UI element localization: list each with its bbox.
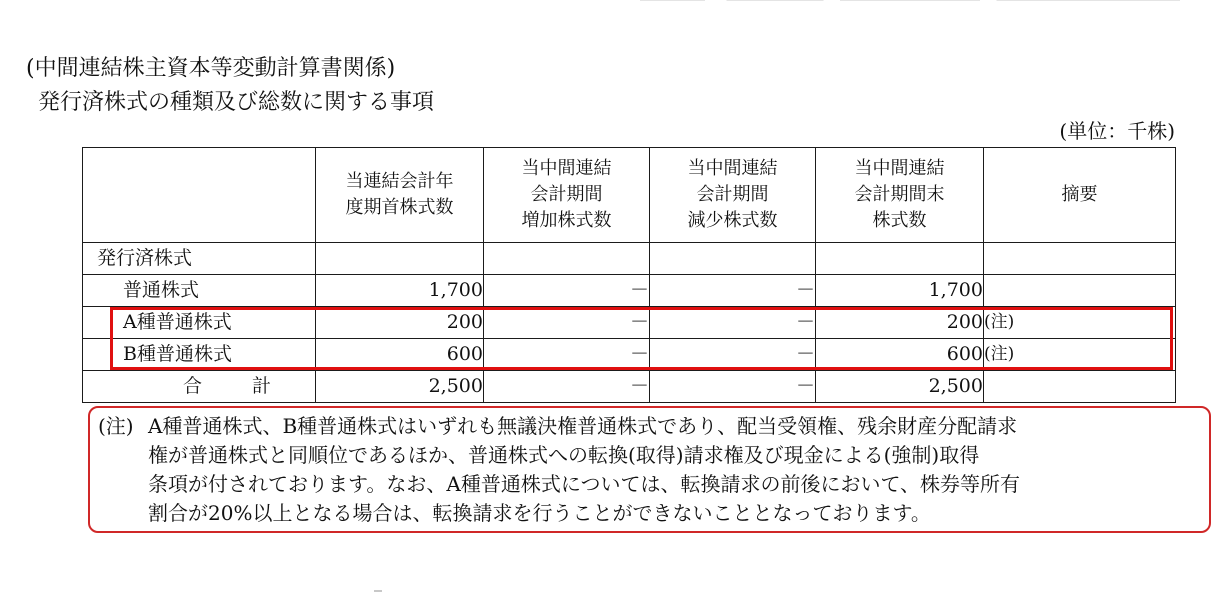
footnote-line: 条項が付されております。なお、A種普通株式については、転換請求の前後において、株券等所有	[148, 472, 1021, 496]
row-label-total: 合 計	[83, 371, 316, 403]
closing-cell: 2,500	[816, 371, 984, 403]
shares-table	[82, 147, 1176, 403]
header-item	[83, 148, 316, 243]
footnote-box	[88, 406, 1211, 533]
header-increase-shares	[484, 148, 650, 243]
scan-speck	[374, 590, 382, 592]
opening-cell	[316, 243, 484, 275]
increase-cell: －	[484, 339, 650, 371]
header-line: 減少株式数	[687, 210, 778, 231]
header-line: 会計期間末	[854, 184, 945, 205]
unit-label: (単位：千株)	[1059, 119, 1175, 143]
footnote-line: 割合が20%以上となる場合は、転換請求を行うことができないこととなっております。	[148, 501, 931, 525]
table-row	[83, 243, 1176, 275]
increase-cell	[484, 243, 650, 275]
table-row	[83, 275, 1176, 307]
remarks-cell	[984, 243, 1176, 275]
increase-cell: －	[484, 371, 650, 403]
decrease-cell: －	[650, 339, 816, 371]
table-row	[83, 307, 1176, 339]
remarks-cell	[984, 371, 1176, 403]
closing-cell: 600	[816, 339, 984, 371]
opening-cell: 2,500	[316, 371, 484, 403]
opening-cell: 200	[316, 307, 484, 339]
header-closing-shares	[816, 148, 984, 243]
header-remarks	[984, 148, 1176, 243]
header-opening-shares	[316, 148, 484, 243]
closing-cell: 200	[816, 307, 984, 339]
decrease-cell: －	[650, 371, 816, 403]
table-row	[83, 339, 1176, 371]
decrease-cell	[650, 243, 816, 275]
footnote-line: A種普通株式、B種普通株式はいずれも無議決権普通株式であり、配当受領権、残余財産分配請求	[148, 414, 1018, 438]
remarks-cell	[984, 275, 1176, 307]
table-header-row	[83, 148, 1176, 243]
closing-cell	[816, 243, 984, 275]
decrease-cell: －	[650, 275, 816, 307]
header-line: 会計期間	[530, 184, 603, 205]
remarks-cell: (注)	[984, 339, 1176, 371]
increase-cell: －	[484, 307, 650, 339]
opening-cell: 600	[316, 339, 484, 371]
header-line: 当中間連結	[521, 158, 612, 179]
footnote-line: 権が普通株式と同順位であるほか、普通株式への転換(取得)請求権及び現金による(強制)取得	[148, 443, 980, 467]
row-label: B種普通株式	[83, 339, 316, 371]
remarks-cell: (注)	[984, 307, 1176, 339]
header-line: 当中間連結	[687, 158, 778, 179]
header-decrease-shares	[650, 148, 816, 243]
row-label: A種普通株式	[83, 307, 316, 339]
row-label: 普通株式	[83, 275, 316, 307]
header-line: 当連結会計年	[345, 171, 454, 192]
header-line: 摘要	[1061, 184, 1098, 205]
increase-cell: －	[484, 275, 650, 307]
header-line: 当中間連結	[854, 158, 945, 179]
cropped-header-fragment	[640, 0, 1180, 4]
header-line: 増加株式数	[521, 210, 612, 231]
row-label: 発行済株式	[83, 243, 316, 275]
footnote-marker: (注)	[98, 414, 134, 438]
closing-cell: 1,700	[816, 275, 984, 307]
opening-cell: 1,700	[316, 275, 484, 307]
header-line: 株式数	[872, 210, 927, 231]
table-row-total	[83, 371, 1176, 403]
section-title: (中間連結株主資本等変動計算書関係)	[26, 56, 396, 81]
section-subtitle: 発行済株式の種類及び総数に関する事項	[38, 90, 435, 115]
header-line: 会計期間	[696, 184, 769, 205]
decrease-cell: －	[650, 307, 816, 339]
footnote-text	[148, 412, 1020, 528]
header-line: 度期首株式数	[345, 197, 454, 218]
